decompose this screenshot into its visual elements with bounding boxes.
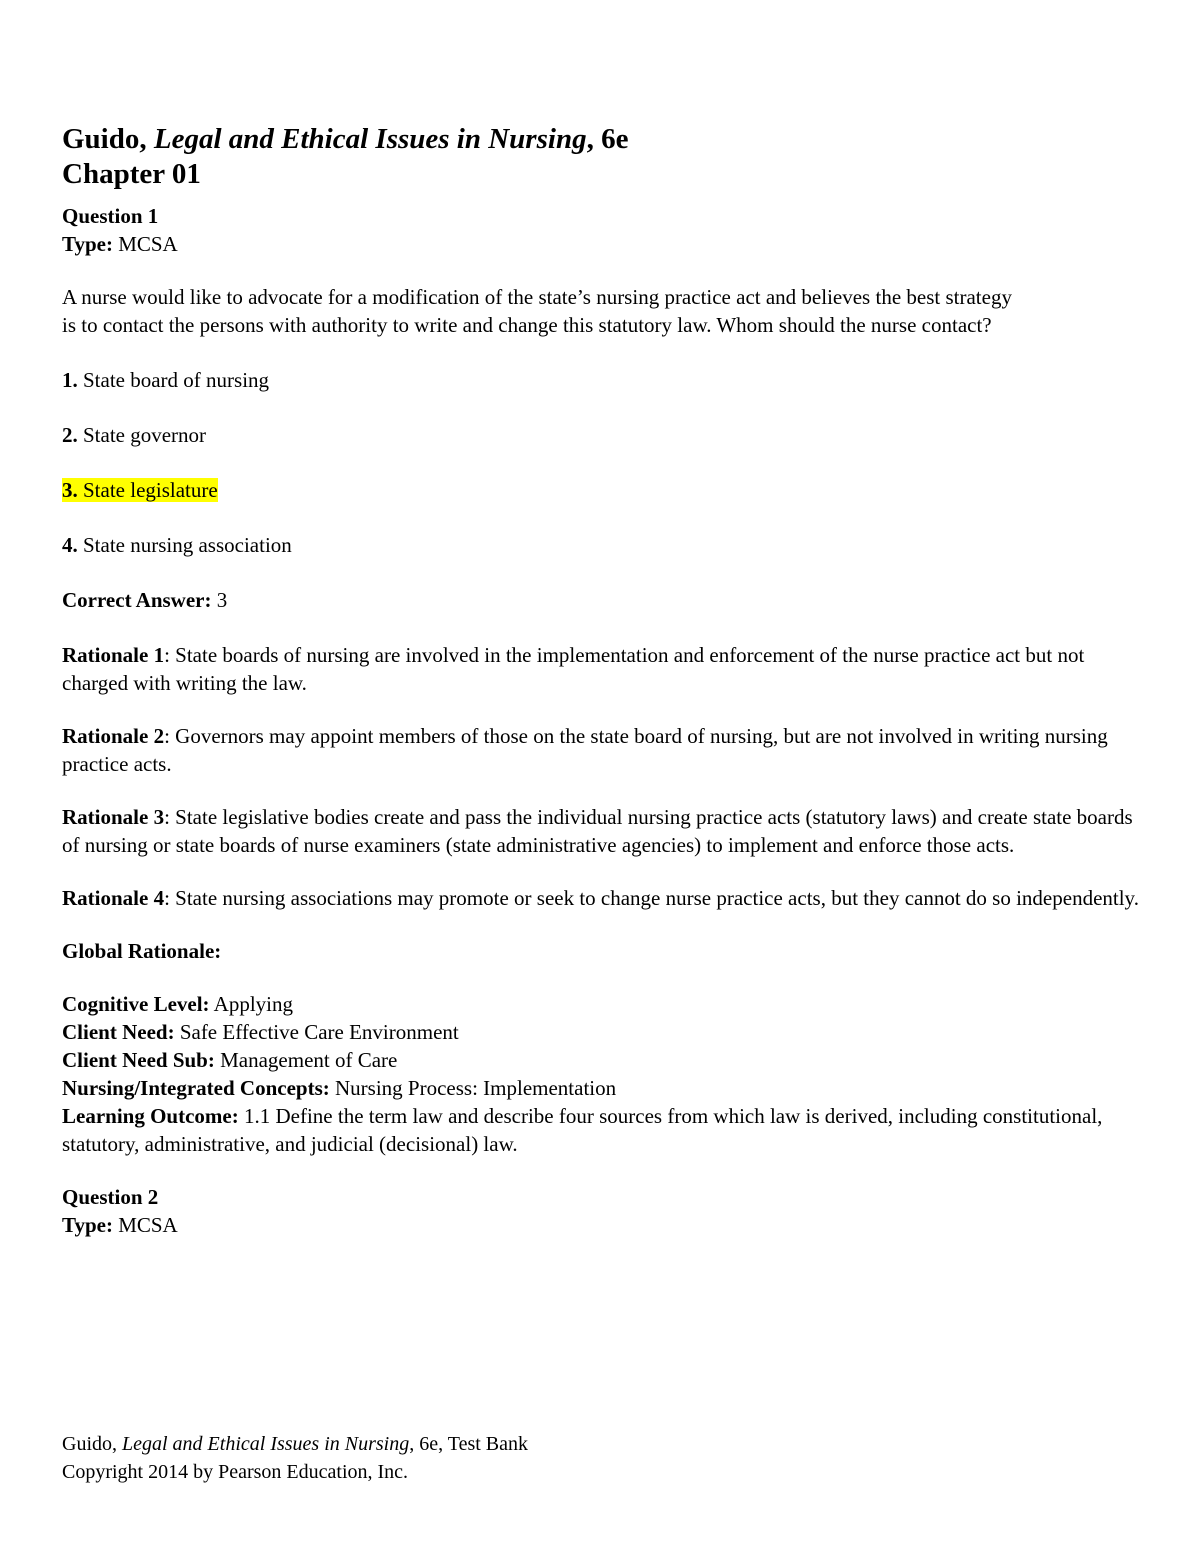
cognitive-level: Cognitive Level: Applying	[62, 992, 293, 1016]
global-rationale: Global Rationale:	[62, 939, 222, 963]
rationale-3: Rationale 3: State legislative bodies create and pass the individual nursing practice acts (statutory laws) and create state boards of nursing or state boards of nurse examiners (state administrative agencies) to implement and enforce those acts.	[62, 805, 1133, 857]
book-title: Legal and Ethical Issues in Nursing	[153, 123, 587, 155]
page-footer	[62, 1430, 528, 1486]
rationale-4: Rationale 4: State nursing associations may promote or seek to change nurse practice acts, but they cannot do so independently.	[62, 886, 1139, 910]
footer-title: Guido, Legal and Ethical Issues in Nursing, 6e, Test Bank	[62, 1433, 529, 1455]
document-content	[62, 122, 1142, 1239]
question-1-type: Type: MCSA	[62, 232, 178, 256]
option-3-highlighted: 3. State legislature	[62, 478, 218, 502]
question-1-label: Question 1	[62, 204, 159, 228]
footer-copyright: Copyright 2014 by Pearson Education, Inc.	[62, 1461, 409, 1483]
option-2: 2. State governor	[62, 423, 207, 447]
rationale-1: Rationale 1: State boards of nursing are involved in the implementation and enforcement of the nurse practice act but not charged with writing the law.	[62, 643, 1085, 695]
chapter-title: Chapter 01	[62, 158, 201, 190]
nursing-integrated-concepts: Nursing/Integrated Concepts: Nursing Process: Implementation	[62, 1076, 617, 1100]
author: Guido,	[62, 123, 147, 155]
edition: , 6e	[586, 123, 629, 155]
question-1-stem: A nurse would like to advocate for a modification of the state’s nursing practice act and believes the best strategy is to contact the persons with authority to write and change this statutory law. Whom should the nurse contact?	[62, 285, 1012, 337]
question-2-label: Question 2	[62, 1185, 159, 1209]
option-1: 1. State board of nursing	[62, 368, 270, 392]
correct-answer: Correct Answer: 3	[62, 588, 228, 612]
rationale-2: Rationale 2: Governors may appoint members of those on the state board of nursing, but are not involved in writing nursing practice acts.	[62, 724, 1108, 776]
question-2-type: Type: MCSA	[62, 1213, 178, 1237]
option-4: 4. State nursing association	[62, 533, 292, 557]
book-title-line	[62, 122, 1142, 157]
learning-outcome: Learning Outcome: 1.1 Define the term law and describe four sources from which law is derived, including constitutional, statutory, administrative, and judicial (decisional) law.	[62, 1104, 1103, 1156]
client-need-sub: Client Need Sub: Management of Care	[62, 1048, 398, 1072]
client-need: Client Need: Safe Effective Care Environment	[62, 1020, 459, 1044]
